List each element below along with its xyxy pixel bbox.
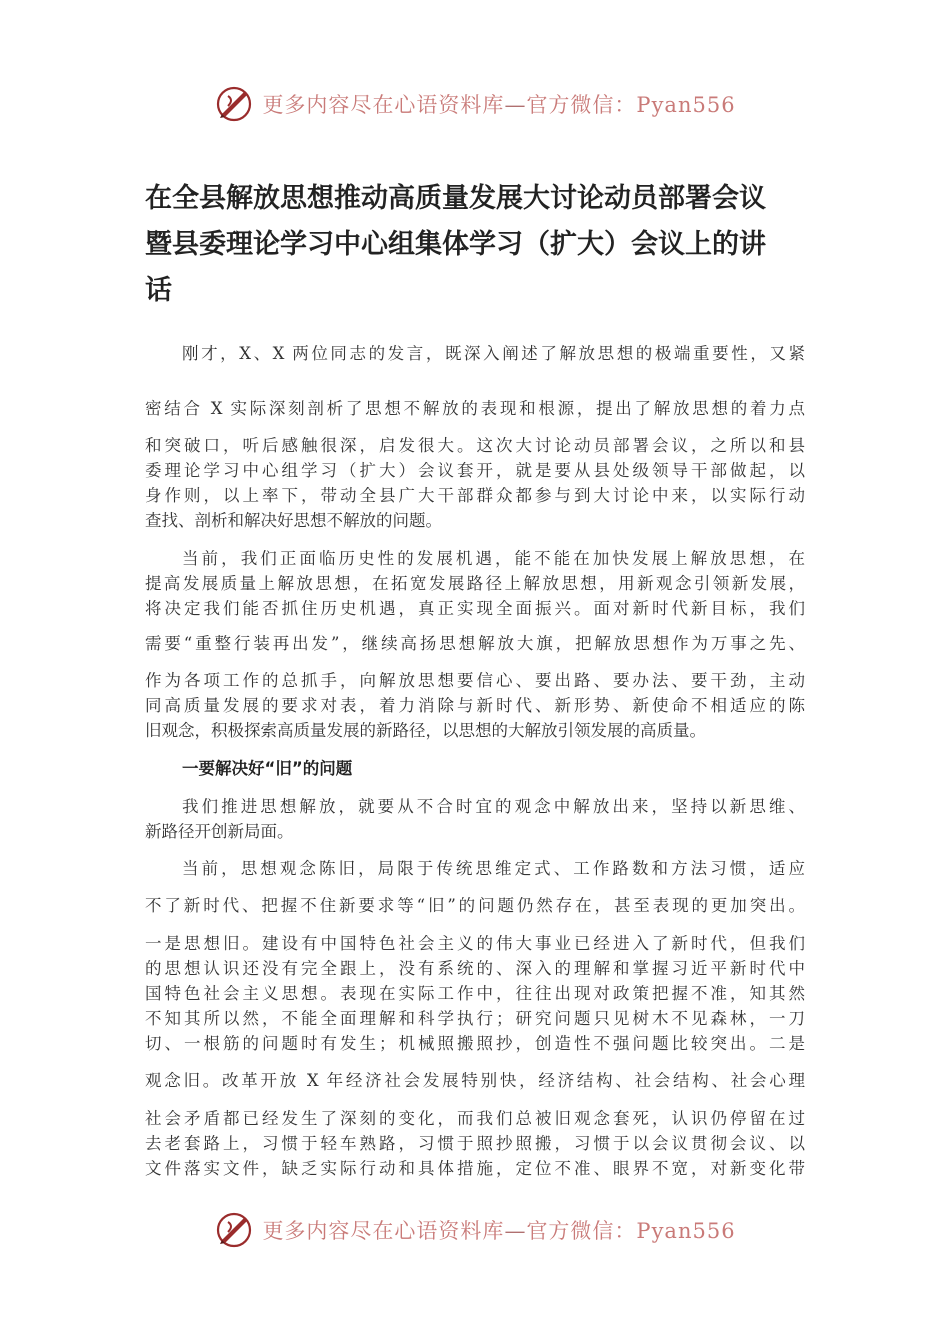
watermark-banner-top [0, 82, 950, 126]
paragraph-line: 身作则，以上率下，带动全县广大干部群众都参与到大讨论中来，以实际行动 [145, 486, 805, 505]
paragraph-line: 社会矛盾都已经发生了深刻的变化，而我们总被旧观念套死，认识仍停留在过 [145, 1109, 805, 1128]
paragraph-line: 不知其所以然，不能全面理解和科学执行；研究问题只见树木不见森林，一刀 [145, 1009, 805, 1028]
document-title [145, 176, 825, 314]
paragraph-line: 委理论学习中心组学习（扩大）会议套开，就是要从县处级领导干部做起，以 [145, 461, 805, 480]
paragraph-line: 和突破口，听后感触很深，启发很大。这次大讨论动员部署会议，之所以和县 [145, 436, 805, 455]
paragraph-line: 去老套路上，习惯于轻车熟路，习惯于照抄照搬，习惯于以会议贯彻会议、以 [145, 1134, 805, 1153]
paragraph-line: 提高发展质量上解放思想，在拓宽发展路径上解放思想，用新观念引领新发展， [145, 574, 805, 593]
watermark-text: 更多内容尽在心语资料库—官方微信：Pyan556 [262, 93, 736, 117]
paragraph-line: 我们推进思想解放，就要从不合时宜的观念中解放出来，坚持以新思维、 [182, 797, 805, 816]
paragraph-line: 将决定我们能否抓住历史机遇，真正实现全面振兴。面对新时代新目标，我们 [145, 599, 805, 618]
paragraph-line: 一是思想旧。建设有中国特色社会主义的伟大事业已经进入了新时代，但我们 [145, 934, 805, 953]
paragraph-line: 国特色社会主义思想。表现在实际工作中，往往出现对政策把握不准，知其然 [145, 984, 805, 1003]
paragraph-line: 文件落实文件，缺乏实际行动和具体措施，定位不准、眼界不宽，对新变化带 [145, 1159, 805, 1178]
watermark-banner-bottom [0, 1208, 950, 1252]
pen-logo-icon [214, 84, 254, 124]
paragraph-line: 当前，思想观念陈旧，局限于传统思维定式、工作路数和方法习惯，适应 [182, 859, 805, 878]
paragraph-line: 需要“重整行装再出发”，继续高扬思想解放大旗，把解放思想作为万事之先、 [145, 634, 805, 653]
paragraph-line: 密结合 X 实际深刻剖析了思想不解放的表现和根源，提出了解放思想的着力点 [145, 399, 805, 418]
title-line: 暨县委理论学习中心组集体学习（扩大）会议上的讲 [145, 229, 766, 260]
paragraph-line: 刚才，X、X 两位同志的发言，既深入阐述了解放思想的极端重要性，又紧 [182, 344, 805, 363]
paragraph-line: 作为各项工作的总抓手，向解放思想要信心、要出路、要办法、要干劲，主动 [145, 671, 805, 690]
watermark-text: 更多内容尽在心语资料库—官方微信：Pyan556 [262, 1219, 736, 1243]
paragraph-line: 观念旧。改革开放 X 年经济社会发展特别快，经济结构、社会结构、社会心理 [145, 1071, 805, 1090]
pen-logo-icon [214, 1210, 254, 1250]
section-heading: 一要解决好“旧”的问题 [182, 759, 353, 778]
title-line: 话 [145, 275, 172, 306]
paragraph-line: 同高质量发展的要求对表，着力消除与新时代、新形势、新使命不相适应的陈 [145, 696, 805, 715]
paragraph-line: 切、一根筋的问题时有发生；机械照搬照抄，创造性不强问题比较突出。二是 [145, 1034, 805, 1053]
paragraph-line: 当前，我们正面临历史性的发展机遇，能不能在加快发展上解放思想，在 [182, 549, 805, 568]
paragraph-line: 查找、剖析和解决好思想不解放的问题。 [145, 511, 442, 530]
title-line: 在全县解放思想推动高质量发展大讨论动员部署会议 [145, 183, 766, 214]
paragraph-line: 旧观念，积极探索高质量发展的新路径，以思想的大解放引领发展的高质量。 [145, 721, 706, 740]
paragraph-line: 的思想认识还没有完全跟上，没有系统的、深入的理解和掌握习近平新时代中 [145, 959, 805, 978]
paragraph-line: 不了新时代、把握不住新要求等“旧”的问题仍然存在，甚至表现的更加突出。 [145, 896, 805, 915]
paragraph-line: 新路径开创新局面。 [145, 822, 294, 841]
